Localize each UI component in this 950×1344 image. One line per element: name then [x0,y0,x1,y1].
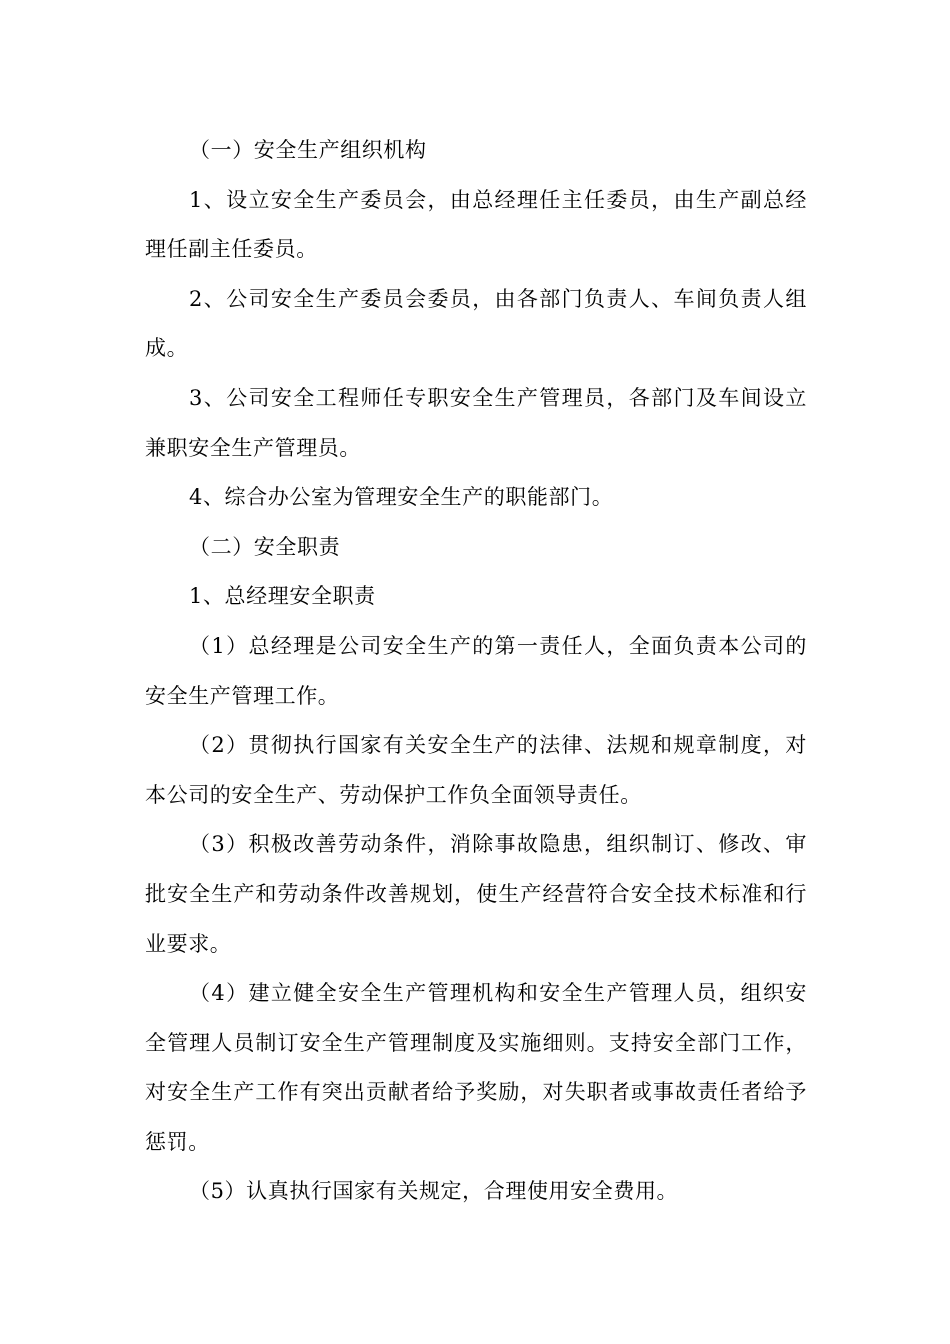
subsection-heading-gm: 1、总经理安全职责 [189,584,376,609]
paragraph-item-2: 2、公司安全生产委员会委员，由各部门负责人、车间负责人组成。 [145,286,807,361]
paragraph-gm-1: （1）总经理是公司安全生产的第一责任人，全面负责本公司的安全生产管理工作。 [145,633,807,708]
section-heading-organization: （一）安全生产组织机构 [189,138,427,162]
paragraph-item-1: 1、设立安全生产委员会，由总经理任主任委员，由生产副总经理任副主任委员。 [145,187,807,262]
paragraph-gm-3: （3）积极改善劳动条件，消除事故隐患，组织制订、修改、审批安全生产和劳动条件改善规划，使生产经营符合安全技术标准和行业要求。 [145,832,807,956]
document-page [145,126,807,1217]
paragraph-gm-2: （2）贯彻执行国家有关安全生产的法律、法规和规章制度，对本公司的安全生产、劳动保护工作负全面领导责任。 [145,733,807,807]
paragraph-item-4: 4、综合办公室为管理安全生产的职能部门。 [189,485,614,510]
paragraph-gm-4: （4）建立健全安全生产管理机构和安全生产管理人员，组织安全管理人员制订安全生产管理制度及实施细则。支持安全部门工作，对安全生产工作有突出贡献者给予奖励，对失职者或事故责任者给予惩罚。 [145,981,807,1154]
paragraph-item-3: 3、公司安全工程师任专职安全生产管理员，各部门及车间设立兼职安全生产管理员。 [145,385,807,460]
paragraph-gm-5: （5）认真执行国家有关规定，合理使用安全费用。 [189,1179,679,1204]
section-heading-responsibilities: （二）安全职责 [189,534,341,559]
